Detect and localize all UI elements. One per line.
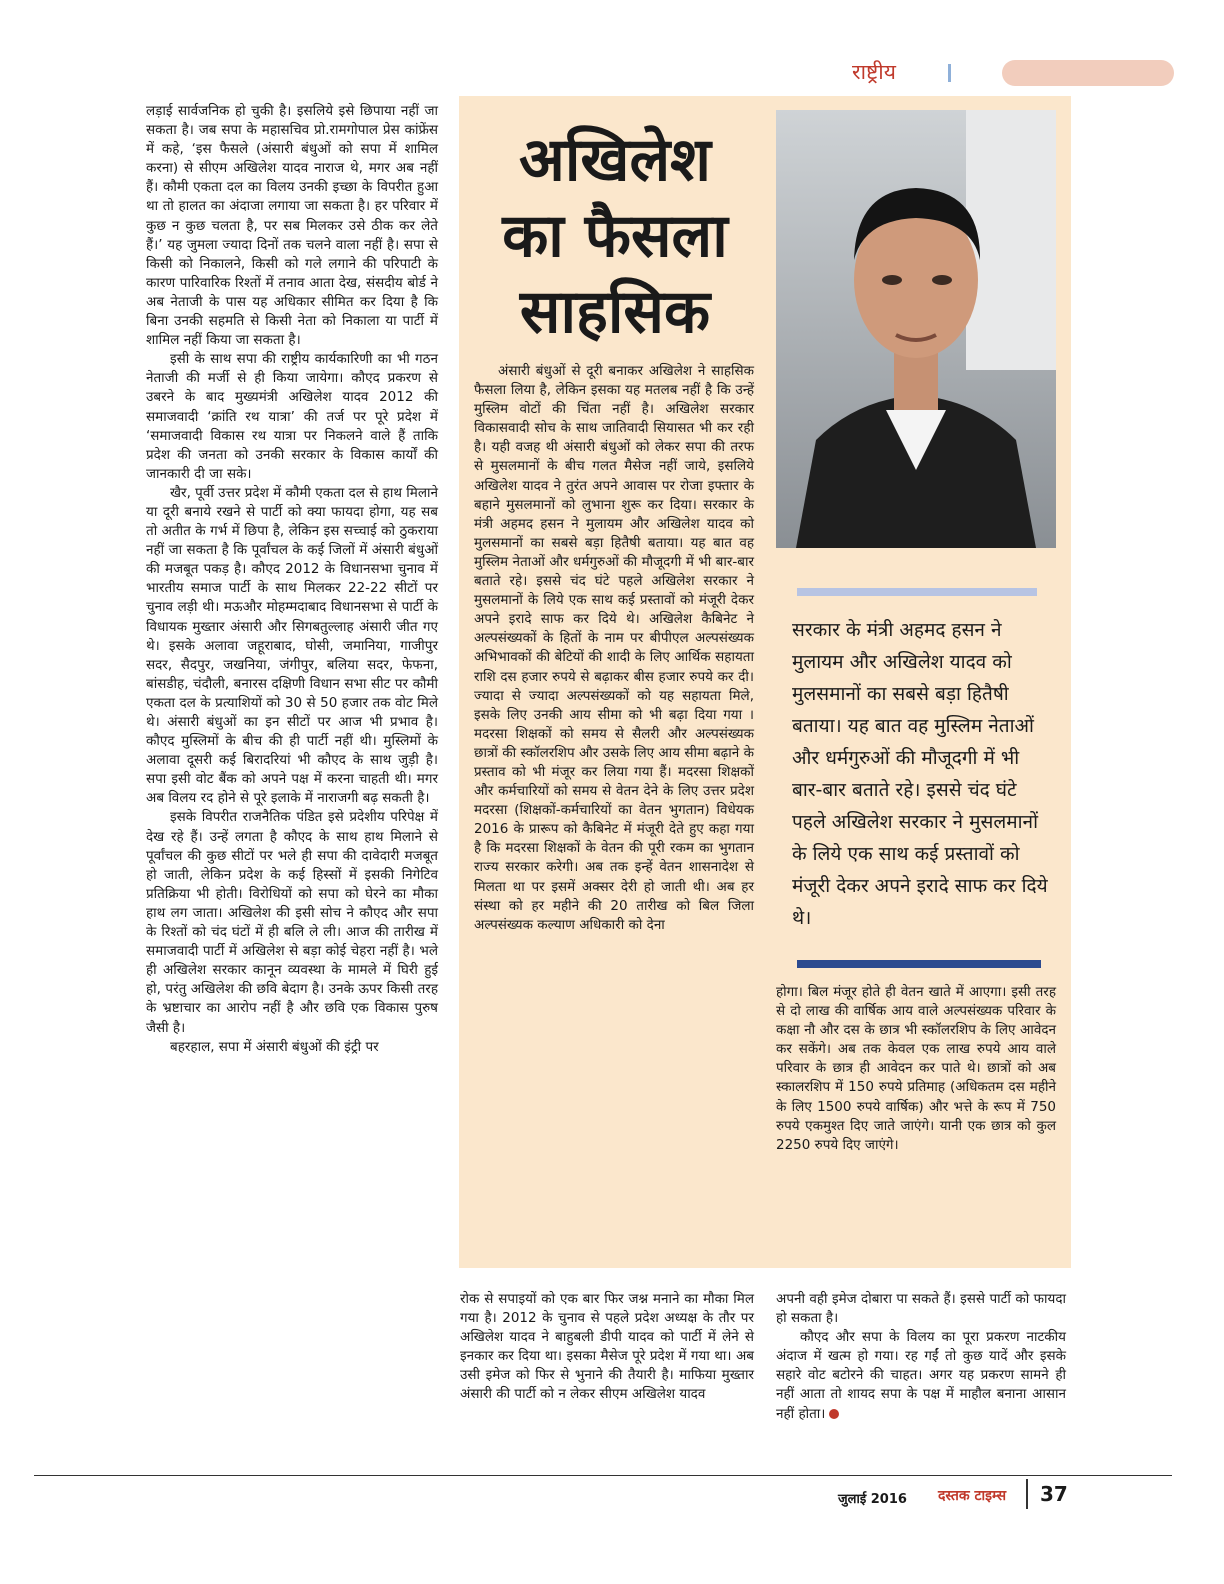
article-paragraph: रोक से सपाइयों को एक बार फिर जश्न मनाने का मौका मिल गया है। 2012 के चुनाव से पहले प्रदेश अध्यक्ष के तौर पर अखिलेश यादव ने बाहुबली डीपी यादव को पार्टी में लेने से इनकार कर दिया था। इसका मैसेज पूरे प्रदेश में गया था। अब उसी इमेज को फिर से भुनाने की तैयारी है। माफिया मुख्तार अंसारी की पार्टी को न लेकर सीएम अखिलेश यादव xyxy=(460,1291,754,1403)
article-paragraph: अंसारी बंधुओं से दूरी बनाकर अखिलेश ने साहसिक फैसला लिया है, लेकिन इसका यह मतलब नहीं है कि उन्हें मुस्लिम वोटों की चिंता नहीं है। अखिलेश सरकार विकासवादी सोच के साथ जातिवादी सियासत भी कर रही है। यही वजह थी अंसारी बंधुओं को लेकर सपा की तरफ से मुसलमानों के बीच गलत मैसेज नहीं जाये, इसलिये अखिलेश यादव ने तुरंत अपने आवास पर रोजा इफ्तार के बहाने मुसलमानों को लुभाना शुरू कर दिया। सरकार के मंत्री अहमद हसन ने मुलायम और अखिलेश यादव को मुलसमानों का सबसे बड़ा हितैषी बताया। यह बात वह मुस्लिम नेताओं और धर्मगुरुओं की मौजूदगी में भी बार-बार बताते रहे। इससे चंद घंटे पहले अखिलेश सरकार ने मुसलमानों के लिये एक साथ कई प्रस्तावों को मंजूरी देकर अपने इरादे साफ कर दिये थे। अखिलेश कैबिनेट ने अल्पसंख्यकों के हितों के नाम पर बीपीएल अल्पसंख्यक अभिभावकों की बेटियों की शादी के लिए आर्थिक सहायता राशि दस हजार रुपये से बढ़ाकर बीस हजार रुपये कर दी। ज्यादा से ज्यादा अल्पसंख्यकों को यह सहायता मिले, इसके लिए उनकी आय सीमा को भी बढ़ा दिया गया । मदरसा शिक्षकों को समय से सैलरी और अल्पसंख्यक छात्रों की स्कॉलरशिप और उसके लिए आय सीमा बढ़ाने के प्रस्ताव को भी मंजूर कर लिया गया हैं। मदरसा शिक्षकों और कर्मचारियों को समय से वेतन देने के लिए उत्तर प्रदेश मदरसा (शिक्षकों-कर्मचारियों का वेतन भुगतान) विधेयक 2016 के प्रारूप को कैबिनेट में मंजूरी देते हुए कहा गया है कि मदरसा शिक्षकों के वेतन की पूरी रकम का भुगतान राज्य सरकार करेगी। अब तक इन्हें वेतन शासनादेश से मिलता था पर इसमें अक्सर देरी हो जाती थी। अब हर संस्था को हर महीने की 20 तारीख को बिल जिला अल्पसंख्यक कल्याण अधिकारी को देना xyxy=(474,363,754,933)
article-paragraph: होगा। बिल मंजूर होते ही वेतन खाते में आएगा। इसी तरह से दो लाख की वार्षिक आय वाले अल्पसंख्यक परिवार के कक्षा नौ और दस के छात्र भी स्कॉलरशिप के लिए आवेदन कर सकेंगे। अब तक केवल एक लाख रुपये आय वाले परिवार के छात्र ही आवेदन कर पाते थे। छात्रों को अब स्कालरशिप में 150 रुपये प्रतिमाह (अधिकतम दस महीने के लिए 1500 रुपये वार्षिक) और भत्ते के रूप में 750 रुपये एकमुश्त दिए जाते जाएंगे। यानी एक छात्र को कुल 2250 रुपये दिए जाएंगे। xyxy=(776,984,1056,1153)
headline-line-2: का फैसला xyxy=(502,201,728,271)
footer-magazine-name: दस्तक टाइम्स xyxy=(938,1488,1007,1504)
article-paragraph: बहरहाल, सपा में अंसारी बंधुओं की इंट्री पर xyxy=(170,1038,379,1055)
page-number: 37 xyxy=(1040,1482,1068,1506)
article-column-1 xyxy=(146,102,438,1057)
headline-line-1: अखिलेश xyxy=(519,125,711,195)
article-paragraph: इसी के साथ सपा की राष्ट्रीय कार्यकारिणी का भी गठन नेताजी की मर्जी से ही किया जायेगा। कौएद प्रकरण से उबरने के बाद मुख्यमंत्री अखिलेश यादव 2012 की समाजवादी ‘क्रांति रथ यात्रा’ की तर्ज पर पूरे प्रदेश में ‘समाजवादी विकास रथ यात्रा पर निकलने वाले हैं ताकि प्रदेश की जनता को उनकी सरकार के विकास कार्यों की जानकारी दी जा सके। xyxy=(146,351,438,482)
closing-paragraph-text: कौएद और सपा के विलय का पूरा प्रकरण नाटकीय अंदाज में खत्म हो गया। रह गईं तो कुछ यादें और इसके सहारे वोट बटोरने की चाहत। अगर यह प्रकरण सामने ही नहीं आता तो शायद सपा के पक्ष में माहौल बनाना आसान नहीं होता। xyxy=(776,1329,1066,1422)
article-column-3-bottom xyxy=(776,1290,1066,1424)
footer-date: जुलाई 2016 xyxy=(838,1492,907,1507)
pull-quote-top-bar xyxy=(797,588,1037,596)
article-column-3-box xyxy=(776,983,1056,1155)
section-label: राष्ट्रीय xyxy=(852,60,896,84)
article-paragraph: इसके विपरीत राजनैतिक पंडित इसे प्रदेशीय परिपेक्ष में देख रहे हैं। उन्हें लगता है कौएद के साथ हाथ मिलाने से पूर्वांचल की कुछ सीटों पर भले ही सपा की दावेदारी मजबूत हो जाती, लेकिन प्रदेश के कई हिस्सों में इसकी निगेटिव प्रतिक्रिया भी होती। विरोधियों को सपा को घेरने का मौका हाथ लग जाता। अखिलेश की इसी सोच ने कौएद और सपा के रिश्तों को चंद घंटों में ही बलि ले ली। आज की तारीख में समाजवादी पार्टी में अखिलेश से बड़ा कोई चेहरा नहीं है। भले ही अखिलेश सरकार कानून व्यवस्था के मामले में घिरी हुई हो, परंतु अखिलेश की छवि बेदाग है। उनके ऊपर किसी तरह के भ्रष्टाचार का आरोप नहीं है और छवि एक विकास पुरुष जैसी है। xyxy=(146,809,438,1036)
article-column-2-bottom xyxy=(460,1290,754,1405)
footer-rule xyxy=(34,1475,1172,1476)
portrait-illustration xyxy=(776,110,1056,548)
article-column-2 xyxy=(474,362,754,935)
pull-quote: सरकार के मंत्री अहमद हसन ने मुलायम और अखिलेश यादव को मुलसमानों का सबसे बड़ा हितैषी बताया। यह बात वह मुस्लिम नेताओं और धर्मगुरुओं की मौजूदगी में भी बार-बार बताते रहे। इससे चंद घंटे पहले अखिलेश सरकार ने मुसलमानों के लिये एक साथ कई प्रस्तावों को मंजूरी देकर अपने इरादे साफ कर दिये थे। xyxy=(792,619,1048,929)
headline xyxy=(466,122,764,350)
article-paragraph: खैर, पूर्वी उत्तर प्रदेश में कौमी एकता दल से हाथ मिलाने या दूरी बनाये रखने से पार्टी को क्या फायदा होगा, यह सब तो अतीत के गर्भ में छिपा है, लेकिन इस सच्चाई को ठुकराया नहीं जा सकता है कि पूर्वांचल के कई जिलों में अंसारी बंधुओं की मजबूत पकड़ है। कौएद 2012 के विधानसभा चुनाव में भारतीय समाज पार्टी के साथ मिलकर 22-22 सीटों पर चुनाव लड़ी थी। मऊऔर मोहम्मदाबाद विधानसभा से पार्टी के विधायक मुख्तार अंसारी और सिगबतुल्लाह अंसारी जीत गए थे। इसके अलावा जहूराबाद, घोसी, जमानिया, गाजीपुर सदर, सैदपुर, जखनिया, जंगीपुर, बलिया सदर, फेफना, बांसडीह, चंदौली, बनारस दक्षिणी विधान सभा सीट पर कौमी एकता दल के प्रत्याशियों को 30 से 50 हजार तक वोट मिले थे। अंसारी बंधुओं का इन सीटों पर आज भी प्रभाव है। कौएद मुस्लिमों के बीच की ही पार्टी नहीं थी। मुस्लिमों के अलावा दूसरी कई बिरादरियां भी कौएद के साथ जुड़ी है। सपा इसी वोट बैंक को अपने पक्ष में करना चाहती थी। मगर अब विलय रद होने से पूरे इलाके में नाराजगी बढ़ सकती है। xyxy=(146,484,438,807)
article-paragraph: अपनी वही इमेज दोबारा पा सकते हैं। इससे पार्टी को फायदा हो सकता है। xyxy=(776,1291,1066,1327)
article-paragraph: लड़ाई सार्वजनिक हो चुकी है। इसलिये इसे छिपाया नहीं जा सकता है। जब सपा के महासचिव प्रो.रामगोपाल प्रेस कांफ्रेंस में कहे, ‘इस फैसले (अंसारी बंधुओं को सपा में शामिल करना) से सीएम अखिलेश यादव नाराज थे, मगर अब नहीं हैं। कौमी एकता दल का विलय उनकी इच्छा के विपरीत हुआ था तो हालत का अंदाजा लगाया जा सकता है। हर परिवार में कुछ न कुछ चलता है, पर सब मिलकर उसे ठीक कर लेते हैं।’ यह जुमला ज्यादा दिनों तक चलने वाला नहीं है। सपा से किसी को निकालने, किसी को गले लगाने की परिपाटी के कारण पारिवारिक रिश्तों में तनाव आता देख, संसदीय बोर्ड ने अब नेताजी के पास यह अधिकार सीमित कर दिया है कि बिना उनकी सहमति से किसी नेता को निकाला या पार्टी में शामिल नहीं किया जा सकता है। xyxy=(146,103,438,349)
footer-divider xyxy=(1026,1479,1028,1509)
article-paragraph xyxy=(776,1328,1066,1423)
end-mark-icon xyxy=(829,1409,839,1419)
pull-quote-bottom-bar xyxy=(797,960,1041,968)
portrait-photo xyxy=(776,110,1056,548)
section-decoration-pill xyxy=(1002,60,1174,86)
headline-line-3: साहसिक xyxy=(519,277,711,347)
section-divider xyxy=(948,64,951,82)
